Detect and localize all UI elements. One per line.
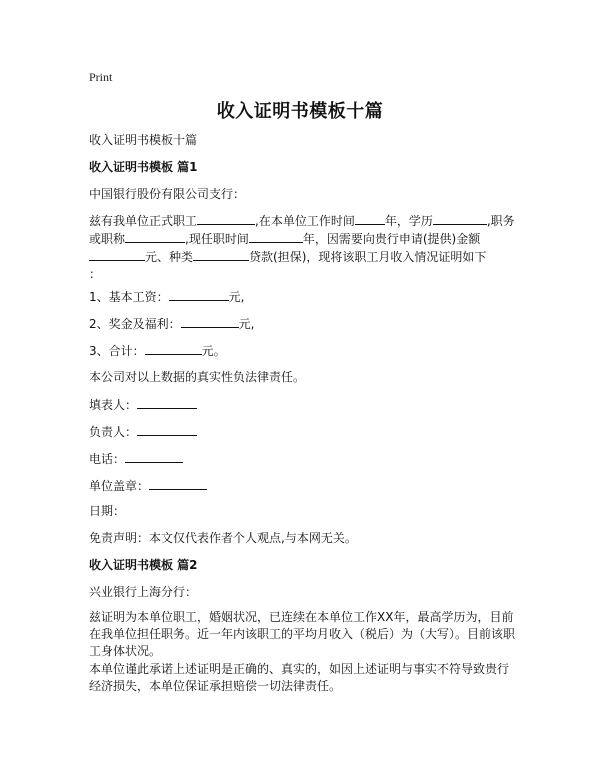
seal-field — [89, 477, 207, 494]
template2-paragraph-1 — [89, 609, 519, 660]
work-years-blank[interactable] — [355, 212, 385, 225]
phone-label: 电话： — [89, 452, 126, 466]
template2-recipient: 兴业银行上海分行： — [89, 585, 198, 599]
item-label: 1、基本工资： — [89, 290, 169, 304]
total-blank[interactable] — [145, 342, 202, 355]
body-text: 或职称 — [89, 232, 126, 246]
position-years-blank[interactable] — [249, 230, 303, 243]
item-unit: 元, — [238, 317, 255, 331]
template2-heading: 收入证明书模板 篇2 — [89, 558, 198, 572]
amount-blank[interactable] — [89, 248, 145, 261]
template2-paragraph-2 — [89, 661, 519, 695]
salary-item-bonus — [89, 315, 254, 332]
paragraph-line: 兹证明为本单位职工，婚姻状况，已连续在本单位工作XX年，最高学历为，目前 — [89, 610, 514, 624]
body-text: ,职务 — [486, 214, 515, 228]
seal-blank[interactable] — [149, 477, 207, 490]
body-text: ： — [89, 267, 102, 281]
body-text: ,现任职时间 — [185, 232, 249, 246]
item-label: 3、合计： — [89, 344, 145, 358]
responsible-field — [89, 423, 197, 440]
title-blank[interactable] — [125, 230, 185, 243]
body-text: 年，因需要向贵行申请(提供)金额 — [302, 232, 481, 246]
filler-field — [89, 396, 197, 413]
bonus-blank[interactable] — [181, 315, 239, 328]
employee-name-blank[interactable] — [197, 212, 255, 225]
filler-label: 填表人： — [89, 398, 138, 412]
document-subtitle: 收入证明书模板十篇 — [89, 133, 198, 147]
paragraph-line: 在我单位担任职务。近一年内该职工的平均月收入（税后）为（大写）。目前该职 — [89, 627, 516, 641]
paragraph-line: 经济损失，本单位保证承担赔偿一切法律责任。 — [89, 679, 342, 693]
body-text: 元、种类 — [145, 250, 194, 264]
paragraph-line: 工身体状况。 — [89, 644, 162, 658]
phone-blank[interactable] — [125, 450, 183, 463]
body-text: ,在本单位工作时间 — [255, 214, 355, 228]
filler-blank[interactable] — [137, 396, 197, 409]
responsible-label: 负责人： — [89, 425, 138, 439]
print-link[interactable]: Print — [89, 70, 113, 84]
template1-heading: 收入证明书模板 篇1 — [89, 160, 198, 174]
template1-recipient: 中国银行股份有限公司支行： — [89, 187, 246, 201]
page-title: 收入证明书模板十篇 — [216, 101, 384, 122]
responsible-blank[interactable] — [137, 423, 197, 436]
basic-salary-blank[interactable] — [169, 288, 229, 301]
date-field: 日期： — [89, 504, 126, 518]
item-unit: 元。 — [201, 344, 226, 358]
loan-type-blank[interactable] — [193, 248, 249, 261]
disclaimer: 免责声明：本文仅代表作者个人观点,与本网无关。 — [89, 531, 357, 545]
body-text: 兹有我单位正式职工 — [89, 214, 198, 228]
body-text: 年，学历 — [384, 214, 433, 228]
item-unit: 元, — [228, 290, 245, 304]
salary-item-basic — [89, 288, 244, 305]
phone-field — [89, 450, 183, 467]
paragraph-line: 本单位谨此承诺上述证明是正确的、真实的，如因上述证明与事实不符导致贵行 — [89, 662, 510, 676]
item-label: 2、奖金及福利： — [89, 317, 181, 331]
body-text: 贷款(担保)，现将该职工月收入情况证明如下 — [249, 250, 487, 264]
education-blank[interactable] — [433, 212, 487, 225]
liability-statement: 本公司对以上数据的真实性负法律责任。 — [89, 370, 306, 384]
seal-label: 单位盖章： — [89, 479, 150, 493]
template1-body — [89, 212, 519, 283]
salary-item-total — [89, 342, 226, 359]
